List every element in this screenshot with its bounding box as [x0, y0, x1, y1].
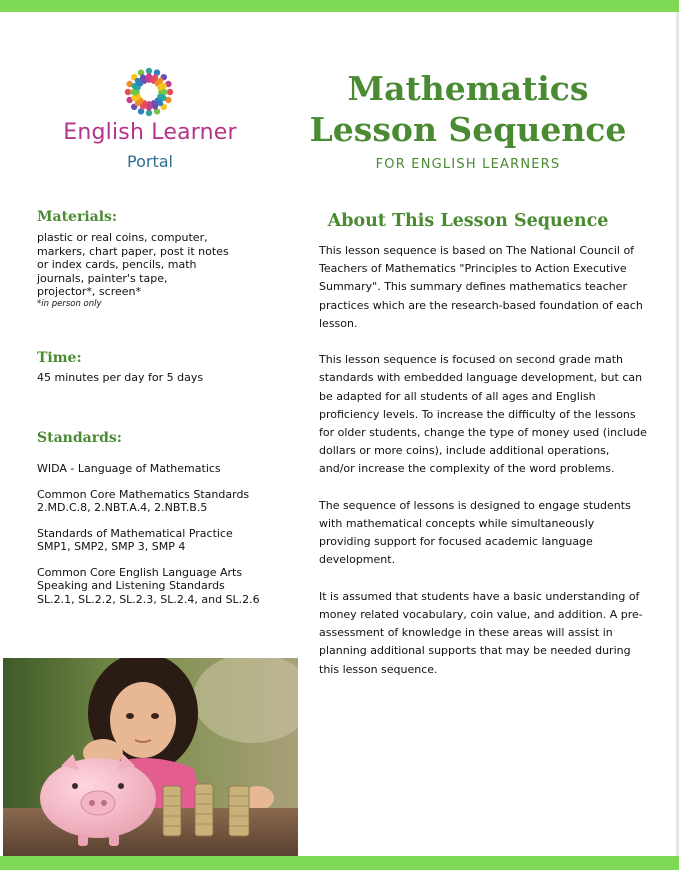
about-line: this lesson sequence. [319, 662, 438, 676]
standard-item [37, 488, 292, 515]
standard-line: SL.2.1, SL.2.2, SL.2.3, SL.2.4, and SL.2.6 [37, 592, 260, 606]
standard-line: 2.MD.C.8, 2.NBT.A.4, 2.NBT.B.5 [37, 501, 208, 514]
brand-name: English Learner [63, 120, 237, 145]
about-line: Summary". This summary defines mathematics teacher [319, 280, 627, 294]
about-line: lesson. [319, 316, 358, 330]
about-line: providing support for focused academic language [319, 535, 593, 549]
materials-line: plastic or real coins, computer, [37, 231, 208, 244]
about-paragraph [319, 351, 651, 478]
bottom-accent-bar [0, 856, 679, 870]
brand-subname: Portal [127, 152, 173, 171]
materials-line: projector*, screen* [37, 285, 141, 298]
about-line: It is assumed that students have a basic understanding of [319, 589, 640, 603]
about-line: planning additional supports that may be needed during [319, 644, 631, 658]
about-body [319, 242, 651, 697]
about-heading: About This Lesson Sequence [327, 211, 609, 231]
top-accent-bar [0, 0, 679, 12]
people-circle-logo-icon [120, 63, 178, 121]
about-line: with mathematical concepts while simultaneously [319, 517, 595, 531]
about-line: money related vocabulary, coin value, and addition. A pre- [319, 608, 643, 622]
standard-line: Speaking and Listening Standards [37, 579, 225, 592]
about-paragraph [319, 242, 651, 333]
standard-line: Standards of Mathematical Practice [37, 526, 233, 540]
about-line: for older students, change the type of money used (include [319, 426, 647, 440]
materials-line: markers, chart paper, post it notes [37, 244, 229, 258]
about-line: practices which are the research-based foundation of each [319, 298, 643, 312]
page-title-line-1: Mathematics [347, 69, 589, 108]
materials-list [37, 231, 267, 310]
about-line: assessment of knowledge in these areas will assist in [319, 626, 613, 640]
materials-heading: Materials: [37, 209, 118, 225]
standard-line: Common Core Mathematics Standards [37, 487, 250, 501]
standard-line: WIDA - Language of Mathematics [37, 462, 221, 475]
standard-item [37, 566, 292, 607]
materials-line: or index cards, pencils, math [37, 258, 197, 271]
about-line: development. [319, 553, 396, 567]
about-line: be adapted for all students of all ages and English [319, 389, 596, 403]
standard-line: Common Core English Language Arts [37, 565, 243, 579]
time-heading: Time: [37, 350, 82, 366]
time-text: 45 minutes per day for 5 days [37, 371, 204, 384]
about-line: This lesson sequence is based on The National Council of [319, 244, 635, 257]
page-title [300, 68, 636, 150]
page-subtitle: FOR ENGLISH LEARNERS [375, 157, 561, 172]
about-line: This lesson sequence is focused on second grade math [319, 353, 624, 367]
about-line: Teachers of Mathematics "Principles to Action Executive [319, 262, 627, 276]
standard-line: SMP1, SMP2, SMP 3, SMP 4 [37, 540, 186, 553]
about-line: The sequence of lessons is designed to engage students [319, 498, 631, 512]
about-line: standards with embedded language development, but can [319, 371, 643, 385]
about-line: proficiency levels. To increase the difficulty of the lessons [319, 407, 636, 421]
standard-item [37, 527, 292, 554]
materials-note: *in person only [37, 298, 102, 309]
about-paragraph [319, 497, 651, 570]
standards-list [37, 462, 292, 618]
child-piggy-bank-photo [3, 658, 298, 856]
about-line: and/or increase the complexity of the word problems. [319, 462, 615, 476]
standard-item [37, 462, 292, 476]
standards-heading: Standards: [37, 430, 122, 446]
page-title-line-2: Lesson Sequence [309, 110, 627, 149]
about-paragraph [319, 588, 651, 679]
about-line: dollars or more coins), include additional operations, [319, 444, 610, 458]
materials-line: journals, painter's tape, [37, 271, 168, 285]
